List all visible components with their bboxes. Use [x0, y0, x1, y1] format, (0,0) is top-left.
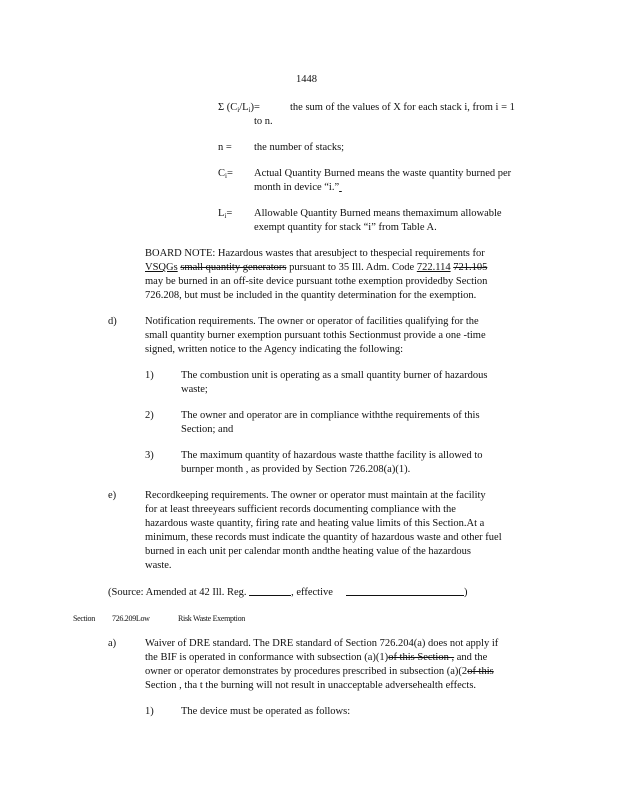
- section-a-item1-text: The device must be operated as follows:: [181, 706, 351, 717]
- section-a-line2: the BIF is operated in conformance with subsection (a)(1)of this Section , and the: [145, 652, 488, 663]
- board-note-line4: 726.208, but must be included in the quantity determination for the exemption.: [145, 290, 477, 301]
- definition-desc-li-line2: exempt quantity for stack “i” from Table A.: [254, 222, 437, 233]
- section-d-item3-num: 3): [145, 450, 154, 461]
- source-date-blank: [346, 585, 464, 596]
- section-d-item3-line1: The maximum quantity of hazardous waste thatthe facility is allowed to: [181, 450, 483, 461]
- definition-desc-ci-line1: Actual Quantity Burned means the waste quantity burned per: [254, 168, 512, 179]
- section-d-item2-num: 2): [145, 410, 154, 421]
- definition-desc-n: the number of stacks;: [254, 142, 345, 153]
- source-note: (Source: Amended at 42 Ill. Reg. , effective ): [108, 587, 468, 598]
- section-e-label: e): [108, 490, 117, 501]
- section-d-item1-num: 1): [145, 370, 154, 381]
- definition-term-sum: Σ $(C_i/L_i)=$: [218, 102, 260, 114]
- definition-term-ci: $C_i=$: [218, 168, 233, 180]
- section-a-line1: Waiver of DRE standard. The DRE standard of Section 726.204(a) does not apply if: [145, 638, 499, 649]
- section-e-line6: waste.: [145, 560, 172, 571]
- section-d-line2: small quantity burner exemption pursuant tothis Sectionmust provide a one -time: [145, 330, 486, 341]
- section-e-line4: minimum, these records must indicate the quantity of hazardous waste and other fuel: [145, 532, 502, 543]
- page-number: 1448: [296, 74, 317, 85]
- section-a-line4: Section , tha t the burning will not result in unacceptable adversehealth effects.: [145, 680, 477, 691]
- section-a-line3: owner or operator demonstrates by procedures prescribed in subsection (a)(2of this: [145, 666, 494, 677]
- definition-desc-ci-line2: month in device “i.”: [254, 182, 340, 193]
- section-a-label: a): [108, 638, 117, 649]
- section-d-item2-line1: The owner and operator are in compliance withthe requirements of this: [181, 410, 480, 421]
- board-note-line1: BOARD NOTE: Hazardous wastes that aresubject to thespecial requirements for: [145, 248, 485, 259]
- section-d-line1: Notification requirements. The owner or operator of facilities qualifying for the: [145, 316, 479, 327]
- section-header-label: Section: [73, 614, 95, 623]
- section-e-line3: hazardous waste quantity, firing rate and heating value limits of this Section.At a: [145, 518, 485, 529]
- definition-desc-sum-line1: the sum of the values of X for each stack i, from i = 1: [290, 102, 515, 113]
- section-e-line1: Recordkeeping requirements. The owner or operator must maintain at the facility: [145, 490, 486, 501]
- board-note-line3: may be burned in an off-site device pursuant tothe exemption providedby Section: [145, 276, 488, 287]
- source-reg-blank: [249, 585, 291, 596]
- definition-term-li: $L_i=$: [218, 208, 233, 220]
- section-d-line3: signed, written notice to the Agency indicating the following:: [145, 344, 404, 355]
- section-d-item2-line2: Section; and: [181, 424, 234, 435]
- section-header-title: Risk Waste Exemption: [178, 614, 245, 623]
- definition-desc-li-line1: Allowable Quantity Burned means themaximum allowable: [254, 208, 502, 219]
- board-note-line2: VSQGs small quantity generators pursuant to 35 Ill. Adm. Code 722.114 721.105: [145, 262, 488, 273]
- section-d-item3-line2: burnper month , as provided by Section 726.208(a)(1).: [181, 464, 411, 475]
- section-header-number: 726.209Low: [112, 614, 150, 623]
- section-e-line5: burned in each unit per calendar month andthe heating value of the hazardous: [145, 546, 471, 557]
- section-d-item1-line2: waste;: [181, 384, 208, 395]
- section-a-item1-num: 1): [145, 706, 154, 717]
- definition-desc-sum-line2: to n.: [254, 116, 273, 127]
- section-e-line2: for at least threeyears sufficient records documenting compliance with the: [145, 504, 456, 515]
- section-d-label: d): [108, 316, 117, 327]
- section-d-item1-line1: The combustion unit is operating as a small quantity burner of hazardous: [181, 370, 488, 381]
- definition-term-n: n =: [218, 142, 232, 153]
